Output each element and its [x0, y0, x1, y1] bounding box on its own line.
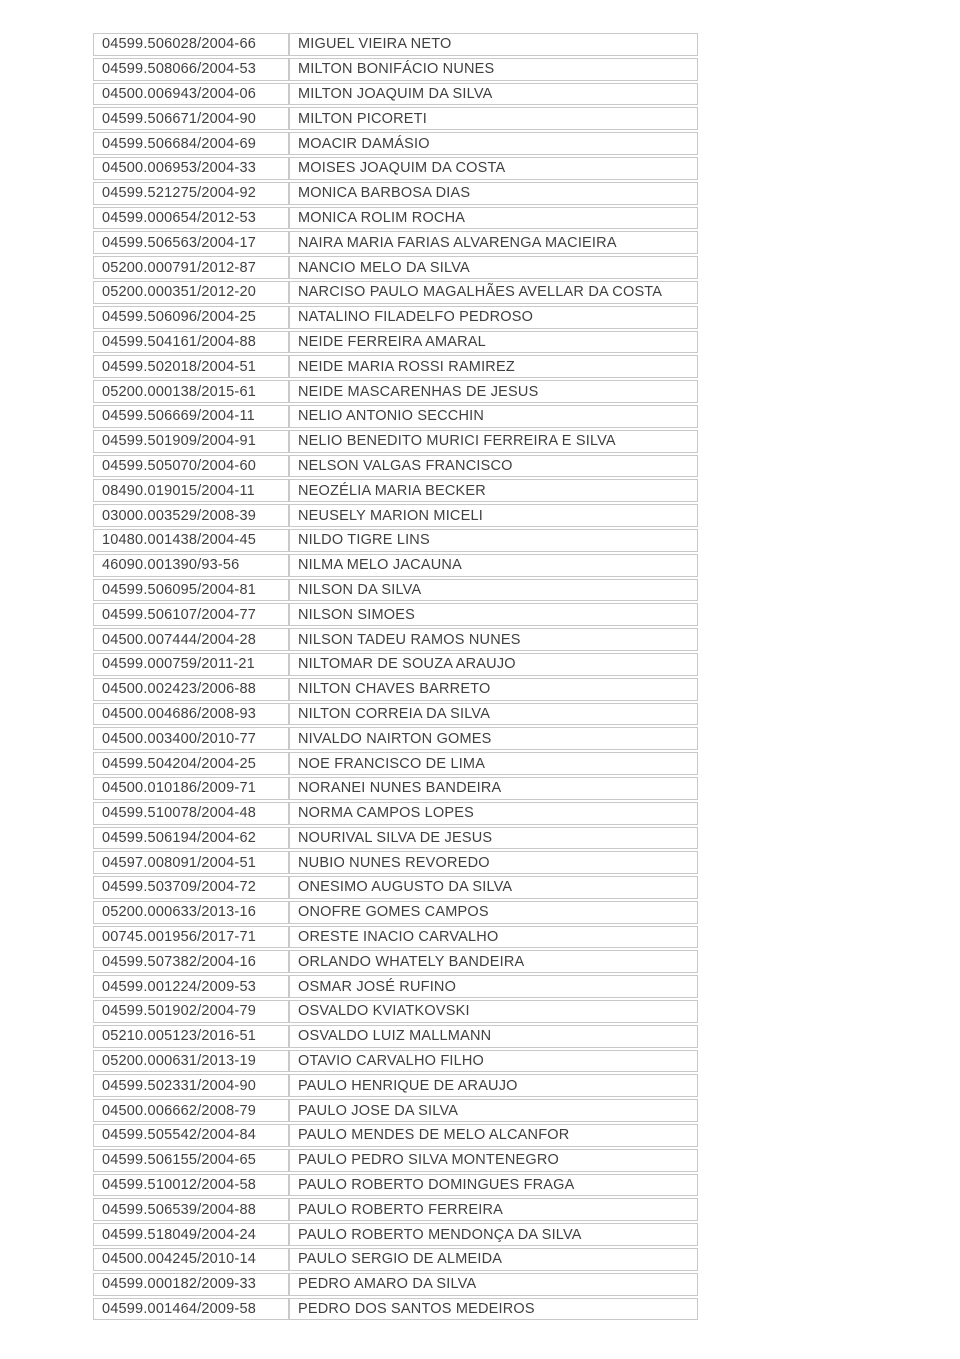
- table-row: [93, 802, 698, 825]
- process-number-cell: 04500.004686/2008-93: [93, 703, 289, 726]
- table-row: [93, 1198, 698, 1221]
- person-name-cell: MIGUEL VIEIRA NETO: [289, 33, 698, 56]
- table-row: [93, 207, 698, 230]
- process-number-cell: 04599.507382/2004-16: [93, 950, 289, 973]
- table-row: [93, 1124, 698, 1147]
- process-number-cell: 04599.510012/2004-58: [93, 1174, 289, 1197]
- table-row: [93, 678, 698, 701]
- process-number-cell: 00745.001956/2017-71: [93, 926, 289, 949]
- table-row: [93, 827, 698, 850]
- person-name-cell: OSMAR JOSÉ RUFINO: [289, 975, 698, 998]
- process-number-cell: 04599.503709/2004-72: [93, 876, 289, 899]
- process-number-cell: 04599.504161/2004-88: [93, 331, 289, 354]
- person-name-cell: MONICA BARBOSA DIAS: [289, 182, 698, 205]
- table-row: [93, 975, 698, 998]
- person-name-cell: NARCISO PAULO MAGALHÃES AVELLAR DA COSTA: [289, 281, 698, 304]
- table-row: [93, 455, 698, 478]
- process-number-cell: 04500.003400/2010-77: [93, 727, 289, 750]
- process-number-cell: 04599.000759/2011-21: [93, 653, 289, 676]
- table-row: [93, 603, 698, 626]
- person-name-cell: NOURIVAL SILVA DE JESUS: [289, 827, 698, 850]
- table-row: [93, 107, 698, 130]
- process-number-cell: 04599.001464/2009-58: [93, 1298, 289, 1321]
- table-row: [93, 628, 698, 651]
- table-row: [93, 851, 698, 874]
- person-name-cell: NEOZÉLIA MARIA BECKER: [289, 479, 698, 502]
- process-number-cell: 04599.506684/2004-69: [93, 132, 289, 155]
- table-row: [93, 529, 698, 552]
- table-row: [93, 777, 698, 800]
- table-row: [93, 182, 698, 205]
- person-name-cell: NEIDE FERREIRA AMARAL: [289, 331, 698, 354]
- person-name-cell: NANCIO MELO DA SILVA: [289, 256, 698, 279]
- person-name-cell: MOACIR DAMÁSIO: [289, 132, 698, 155]
- process-number-cell: 04500.006662/2008-79: [93, 1099, 289, 1122]
- process-number-cell: 04599.502331/2004-90: [93, 1074, 289, 1097]
- process-number-cell: 10480.001438/2004-45: [93, 529, 289, 552]
- table-row: [93, 876, 698, 899]
- person-name-cell: PAULO ROBERTO MENDONÇA DA SILVA: [289, 1223, 698, 1246]
- table-row: [93, 331, 698, 354]
- person-name-cell: MOISES JOAQUIM DA COSTA: [289, 157, 698, 180]
- table-row: [93, 33, 698, 56]
- person-name-cell: PAULO ROBERTO FERREIRA: [289, 1198, 698, 1221]
- person-name-cell: NEUSELY MARION MICELI: [289, 504, 698, 527]
- process-number-cell: 05200.000138/2015-61: [93, 380, 289, 403]
- person-name-cell: OSVALDO KVIATKOVSKI: [289, 1000, 698, 1023]
- process-number-cell: 04599.506194/2004-62: [93, 827, 289, 850]
- person-name-cell: OSVALDO LUIZ MALLMANN: [289, 1025, 698, 1048]
- process-list-container: [93, 31, 698, 1322]
- process-number-cell: 04500.002423/2006-88: [93, 678, 289, 701]
- person-name-cell: PEDRO AMARO DA SILVA: [289, 1273, 698, 1296]
- person-name-cell: ONOFRE GOMES CAMPOS: [289, 901, 698, 924]
- person-name-cell: NILSON DA SILVA: [289, 579, 698, 602]
- process-number-cell: 04599.505542/2004-84: [93, 1124, 289, 1147]
- process-number-cell: 05200.000351/2012-20: [93, 281, 289, 304]
- table-row: [93, 380, 698, 403]
- table-row: [93, 281, 698, 304]
- person-name-cell: NOE FRANCISCO DE LIMA: [289, 752, 698, 775]
- process-number-cell: 04599.505070/2004-60: [93, 455, 289, 478]
- person-name-cell: NIVALDO NAIRTON GOMES: [289, 727, 698, 750]
- table-row: [93, 901, 698, 924]
- person-name-cell: ONESIMO AUGUSTO DA SILVA: [289, 876, 698, 899]
- process-number-cell: 04599.001224/2009-53: [93, 975, 289, 998]
- table-row: [93, 430, 698, 453]
- table-row: [93, 256, 698, 279]
- table-row: [93, 1074, 698, 1097]
- table-row: [93, 1050, 698, 1073]
- process-number-cell: 04599.506028/2004-66: [93, 33, 289, 56]
- process-number-cell: 04599.506095/2004-81: [93, 579, 289, 602]
- table-row: [93, 752, 698, 775]
- person-name-cell: NEIDE MASCARENHAS DE JESUS: [289, 380, 698, 403]
- table-row: [93, 727, 698, 750]
- person-name-cell: ORESTE INACIO CARVALHO: [289, 926, 698, 949]
- person-name-cell: NELIO BENEDITO MURICI FERREIRA E SILVA: [289, 430, 698, 453]
- table-row: [93, 1248, 698, 1271]
- table-row: [93, 1000, 698, 1023]
- process-number-cell: 05210.005123/2016-51: [93, 1025, 289, 1048]
- table-row: [93, 1174, 698, 1197]
- person-name-cell: PAULO HENRIQUE DE ARAUJO: [289, 1074, 698, 1097]
- person-name-cell: NILSON SIMOES: [289, 603, 698, 626]
- person-name-cell: NELIO ANTONIO SECCHIN: [289, 405, 698, 428]
- table-row: [93, 355, 698, 378]
- process-number-cell: 04599.502018/2004-51: [93, 355, 289, 378]
- person-name-cell: PAULO ROBERTO DOMINGUES FRAGA: [289, 1174, 698, 1197]
- table-row: [93, 1099, 698, 1122]
- table-row: [93, 1298, 698, 1321]
- person-name-cell: NILTON CHAVES BARRETO: [289, 678, 698, 701]
- table-row: [93, 504, 698, 527]
- person-name-cell: NORMA CAMPOS LOPES: [289, 802, 698, 825]
- process-number-cell: 04500.010186/2009-71: [93, 777, 289, 800]
- process-number-cell: 05200.000791/2012-87: [93, 256, 289, 279]
- process-number-cell: 04599.506155/2004-65: [93, 1149, 289, 1172]
- process-number-cell: 04500.007444/2004-28: [93, 628, 289, 651]
- table-row: [93, 950, 698, 973]
- table-row: [93, 83, 698, 106]
- process-number-cell: 04599.506539/2004-88: [93, 1198, 289, 1221]
- person-name-cell: NILSON TADEU RAMOS NUNES: [289, 628, 698, 651]
- table-row: [93, 926, 698, 949]
- process-number-cell: 04599.504204/2004-25: [93, 752, 289, 775]
- process-number-cell: 03000.003529/2008-39: [93, 504, 289, 527]
- person-name-cell: PEDRO DOS SANTOS MEDEIROS: [289, 1298, 698, 1321]
- process-number-cell: 05200.000633/2013-16: [93, 901, 289, 924]
- table-row: [93, 579, 698, 602]
- process-number-cell: 04599.510078/2004-48: [93, 802, 289, 825]
- process-number-cell: 08490.019015/2004-11: [93, 479, 289, 502]
- table-row: [93, 231, 698, 254]
- table-row: [93, 1025, 698, 1048]
- process-number-cell: 04599.506107/2004-77: [93, 603, 289, 626]
- person-name-cell: PAULO PEDRO SILVA MONTENEGRO: [289, 1149, 698, 1172]
- table-row: [93, 157, 698, 180]
- process-number-cell: 04500.006953/2004-33: [93, 157, 289, 180]
- process-number-cell: 04599.506563/2004-17: [93, 231, 289, 254]
- process-number-cell: 04599.501909/2004-91: [93, 430, 289, 453]
- table-row: [93, 132, 698, 155]
- person-name-cell: NELSON VALGAS FRANCISCO: [289, 455, 698, 478]
- process-number-cell: 04597.008091/2004-51: [93, 851, 289, 874]
- table-body: [93, 33, 698, 1320]
- process-number-cell: 04599.501902/2004-79: [93, 1000, 289, 1023]
- table-row: [93, 306, 698, 329]
- process-number-cell: 04599.518049/2004-24: [93, 1223, 289, 1246]
- person-name-cell: NORANEI NUNES BANDEIRA: [289, 777, 698, 800]
- person-name-cell: NAIRA MARIA FARIAS ALVARENGA MACIEIRA: [289, 231, 698, 254]
- person-name-cell: MILTON JOAQUIM DA SILVA: [289, 83, 698, 106]
- table-row: [93, 653, 698, 676]
- process-number-cell: 04599.506671/2004-90: [93, 107, 289, 130]
- person-name-cell: PAULO MENDES DE MELO ALCANFOR: [289, 1124, 698, 1147]
- process-number-cell: 46090.001390/93-56: [93, 554, 289, 577]
- process-number-cell: 04599.521275/2004-92: [93, 182, 289, 205]
- process-number-cell: 04599.000182/2009-33: [93, 1273, 289, 1296]
- table-row: [93, 554, 698, 577]
- process-number-cell: 04599.506096/2004-25: [93, 306, 289, 329]
- person-name-cell: NILMA MELO JACAUNA: [289, 554, 698, 577]
- process-number-cell: 05200.000631/2013-19: [93, 1050, 289, 1073]
- person-name-cell: OTAVIO CARVALHO FILHO: [289, 1050, 698, 1073]
- person-name-cell: PAULO JOSE DA SILVA: [289, 1099, 698, 1122]
- person-name-cell: NILTOMAR DE SOUZA ARAUJO: [289, 653, 698, 676]
- process-name-table: [93, 31, 698, 1322]
- person-name-cell: MILTON BONIFÁCIO NUNES: [289, 58, 698, 81]
- person-name-cell: MONICA ROLIM ROCHA: [289, 207, 698, 230]
- table-row: [93, 1273, 698, 1296]
- process-number-cell: 04599.000654/2012-53: [93, 207, 289, 230]
- table-row: [93, 703, 698, 726]
- person-name-cell: NILTON CORREIA DA SILVA: [289, 703, 698, 726]
- table-row: [93, 58, 698, 81]
- table-row: [93, 1149, 698, 1172]
- process-number-cell: 04599.506669/2004-11: [93, 405, 289, 428]
- person-name-cell: NUBIO NUNES REVOREDO: [289, 851, 698, 874]
- person-name-cell: NATALINO FILADELFO PEDROSO: [289, 306, 698, 329]
- process-number-cell: 04599.508066/2004-53: [93, 58, 289, 81]
- table-row: [93, 1223, 698, 1246]
- process-number-cell: 04500.004245/2010-14: [93, 1248, 289, 1271]
- person-name-cell: PAULO SERGIO DE ALMEIDA: [289, 1248, 698, 1271]
- person-name-cell: MILTON PICORETI: [289, 107, 698, 130]
- person-name-cell: NEIDE MARIA ROSSI RAMIREZ: [289, 355, 698, 378]
- person-name-cell: ORLANDO WHATELY BANDEIRA: [289, 950, 698, 973]
- process-number-cell: 04500.006943/2004-06: [93, 83, 289, 106]
- person-name-cell: NILDO TIGRE LINS: [289, 529, 698, 552]
- table-row: [93, 479, 698, 502]
- table-row: [93, 405, 698, 428]
